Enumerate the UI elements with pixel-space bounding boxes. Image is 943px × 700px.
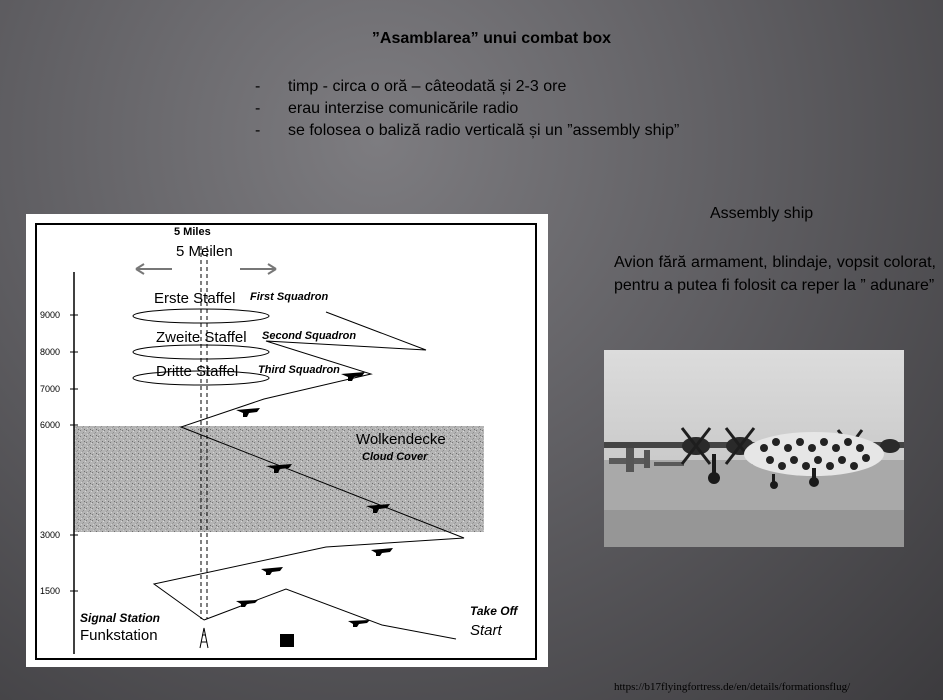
altitude-label: 8000: [40, 347, 61, 357]
squadron-en: Second Squadron: [262, 330, 357, 342]
cloud-label-de: Wolkendecke: [356, 431, 446, 448]
squadron-en: Third Squadron: [258, 364, 340, 376]
takeoff-de: Start: [470, 622, 502, 639]
assembly-diagram: [26, 214, 548, 667]
bullet-text: erau interzise comunicările radio: [288, 100, 519, 117]
bullet-marker: -: [255, 122, 261, 139]
bullet-item: [255, 120, 679, 142]
hangar-icon: [280, 634, 294, 647]
altitude-label: 3000: [40, 530, 61, 540]
photo-svg: [604, 350, 904, 547]
squadron-de: Zweite Staffel: [156, 329, 247, 346]
squadron-de: Erste Staffel: [154, 290, 236, 307]
arrow-left-icon: [136, 264, 172, 274]
bullet-item: [255, 76, 679, 98]
squadron-en: First Squadron: [250, 291, 329, 303]
bullet-text: timp - circa o oră – câteodată și 2-3 ore: [288, 78, 567, 95]
bullet-marker: -: [255, 100, 261, 117]
altitude-label: 1500: [40, 586, 61, 596]
takeoff-en: Take Off: [470, 604, 518, 618]
bullet-item: [255, 98, 679, 120]
diagram-svg: [26, 214, 548, 667]
climb-path-low: [204, 589, 456, 639]
cloud-label-en: Cloud Cover: [362, 451, 428, 463]
squadron-de: Dritte Staffel: [156, 363, 239, 380]
altitude-label: 6000: [40, 420, 61, 430]
distance-de: 5 Meilen: [176, 243, 233, 260]
arrow-right-icon: [240, 264, 276, 274]
distance-en: 5 Miles: [174, 226, 211, 238]
radio-tower-icon: [200, 628, 208, 648]
source-url[interactable]: https://b17flyingfortress.de/en/details/formationsflug/: [614, 681, 851, 693]
assembly-ship-title: Assembly ship: [710, 205, 814, 222]
altitude-label: 9000: [40, 310, 61, 320]
assembly-ship-description: Avion fără armament, blindaje, vopsit colorat, pentru a putea fi folosit ca reper la ” adunare”: [614, 254, 936, 294]
bullet-list: [255, 76, 679, 142]
bullet-text: se folosea o baliză radio verticală și un ”assembly ship”: [288, 122, 680, 139]
signal-station-de: Funkstation: [80, 627, 158, 644]
altitude-label: 7000: [40, 384, 61, 394]
slide-title: ”Asamblarea” unui combat box: [371, 30, 612, 47]
bullet-marker: -: [255, 78, 261, 95]
assembly-ship-photo: [604, 350, 904, 547]
signal-station-en: Signal Station: [80, 611, 161, 625]
